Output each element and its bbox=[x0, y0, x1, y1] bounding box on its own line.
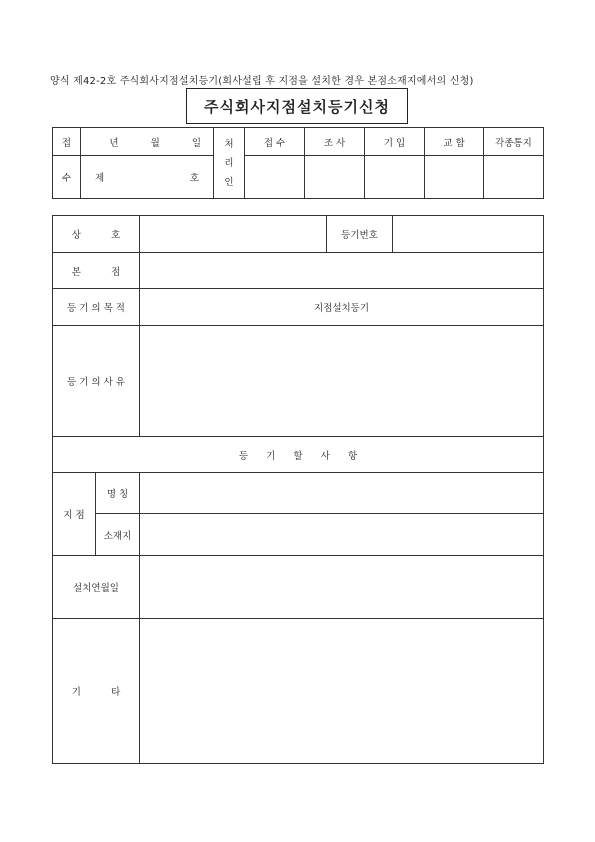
step-check-header: 교 합 bbox=[425, 128, 484, 156]
receipt-no-prefix: 제 bbox=[95, 173, 105, 184]
receipt-table bbox=[52, 127, 544, 199]
registration-items-header: 등 기 할 사 항 bbox=[53, 437, 544, 473]
trade-name-field[interactable] bbox=[140, 216, 327, 253]
receipt-date-cell bbox=[81, 128, 214, 156]
application-table bbox=[52, 215, 544, 764]
processing-char-3: 인 bbox=[224, 176, 234, 188]
receipt-label-jeop: 접 bbox=[53, 128, 81, 156]
form-caption: 양식 제42-2호 주식회사지점설치등기(회사설립 후 지점을 설치한 경우 본점소재지에서의 신청) bbox=[50, 76, 474, 87]
installation-date-field[interactable] bbox=[140, 556, 544, 619]
processing-label-cell bbox=[214, 128, 245, 199]
branch-name-field[interactable] bbox=[140, 473, 544, 514]
receipt-no-suffix: 호 bbox=[189, 173, 199, 184]
head-office-field[interactable] bbox=[140, 253, 544, 289]
step-receive-header: 접 수 bbox=[245, 128, 305, 156]
receipt-number-cell bbox=[81, 156, 214, 199]
registration-number-field[interactable] bbox=[393, 216, 544, 253]
registration-reason-label: 등 기 의 사 유 bbox=[53, 326, 140, 437]
step-receive-stamp[interactable] bbox=[245, 156, 305, 199]
receipt-label-su: 수 bbox=[53, 156, 81, 199]
step-notice-header: 각종통지 bbox=[484, 128, 544, 156]
processing-char-2: 리 bbox=[224, 157, 234, 169]
step-entry-header: 기 입 bbox=[365, 128, 425, 156]
registration-number-label: 등기번호 bbox=[327, 216, 393, 253]
date-day-label: 일 bbox=[191, 137, 201, 149]
trade-name-label: 상 호 bbox=[53, 216, 140, 253]
processing-char-1: 처 bbox=[224, 138, 234, 150]
registration-reason-field[interactable] bbox=[140, 326, 544, 437]
step-review-header: 조 사 bbox=[305, 128, 365, 156]
head-office-label: 본 점 bbox=[53, 253, 140, 289]
date-month-label: 월 bbox=[150, 137, 160, 149]
date-year-label: 년 bbox=[109, 137, 119, 149]
form-title: 주식회사지점설치등기신청 bbox=[186, 88, 408, 124]
registration-purpose-field[interactable]: 지점설치등기 bbox=[140, 289, 544, 326]
branch-location-label: 소재지 bbox=[96, 514, 140, 556]
step-notice-stamp[interactable] bbox=[484, 156, 544, 199]
installation-date-label: 설치연월일 bbox=[53, 556, 140, 619]
branch-label: 지 점 bbox=[53, 473, 96, 556]
registration-purpose-label: 등 기 의 목 적 bbox=[53, 289, 140, 326]
step-review-stamp[interactable] bbox=[305, 156, 365, 199]
branch-location-field[interactable] bbox=[140, 514, 544, 556]
branch-name-label: 명 칭 bbox=[96, 473, 140, 514]
step-entry-stamp[interactable] bbox=[365, 156, 425, 199]
step-check-stamp[interactable] bbox=[425, 156, 484, 199]
other-field[interactable] bbox=[140, 619, 544, 764]
other-label: 기 타 bbox=[53, 619, 140, 764]
